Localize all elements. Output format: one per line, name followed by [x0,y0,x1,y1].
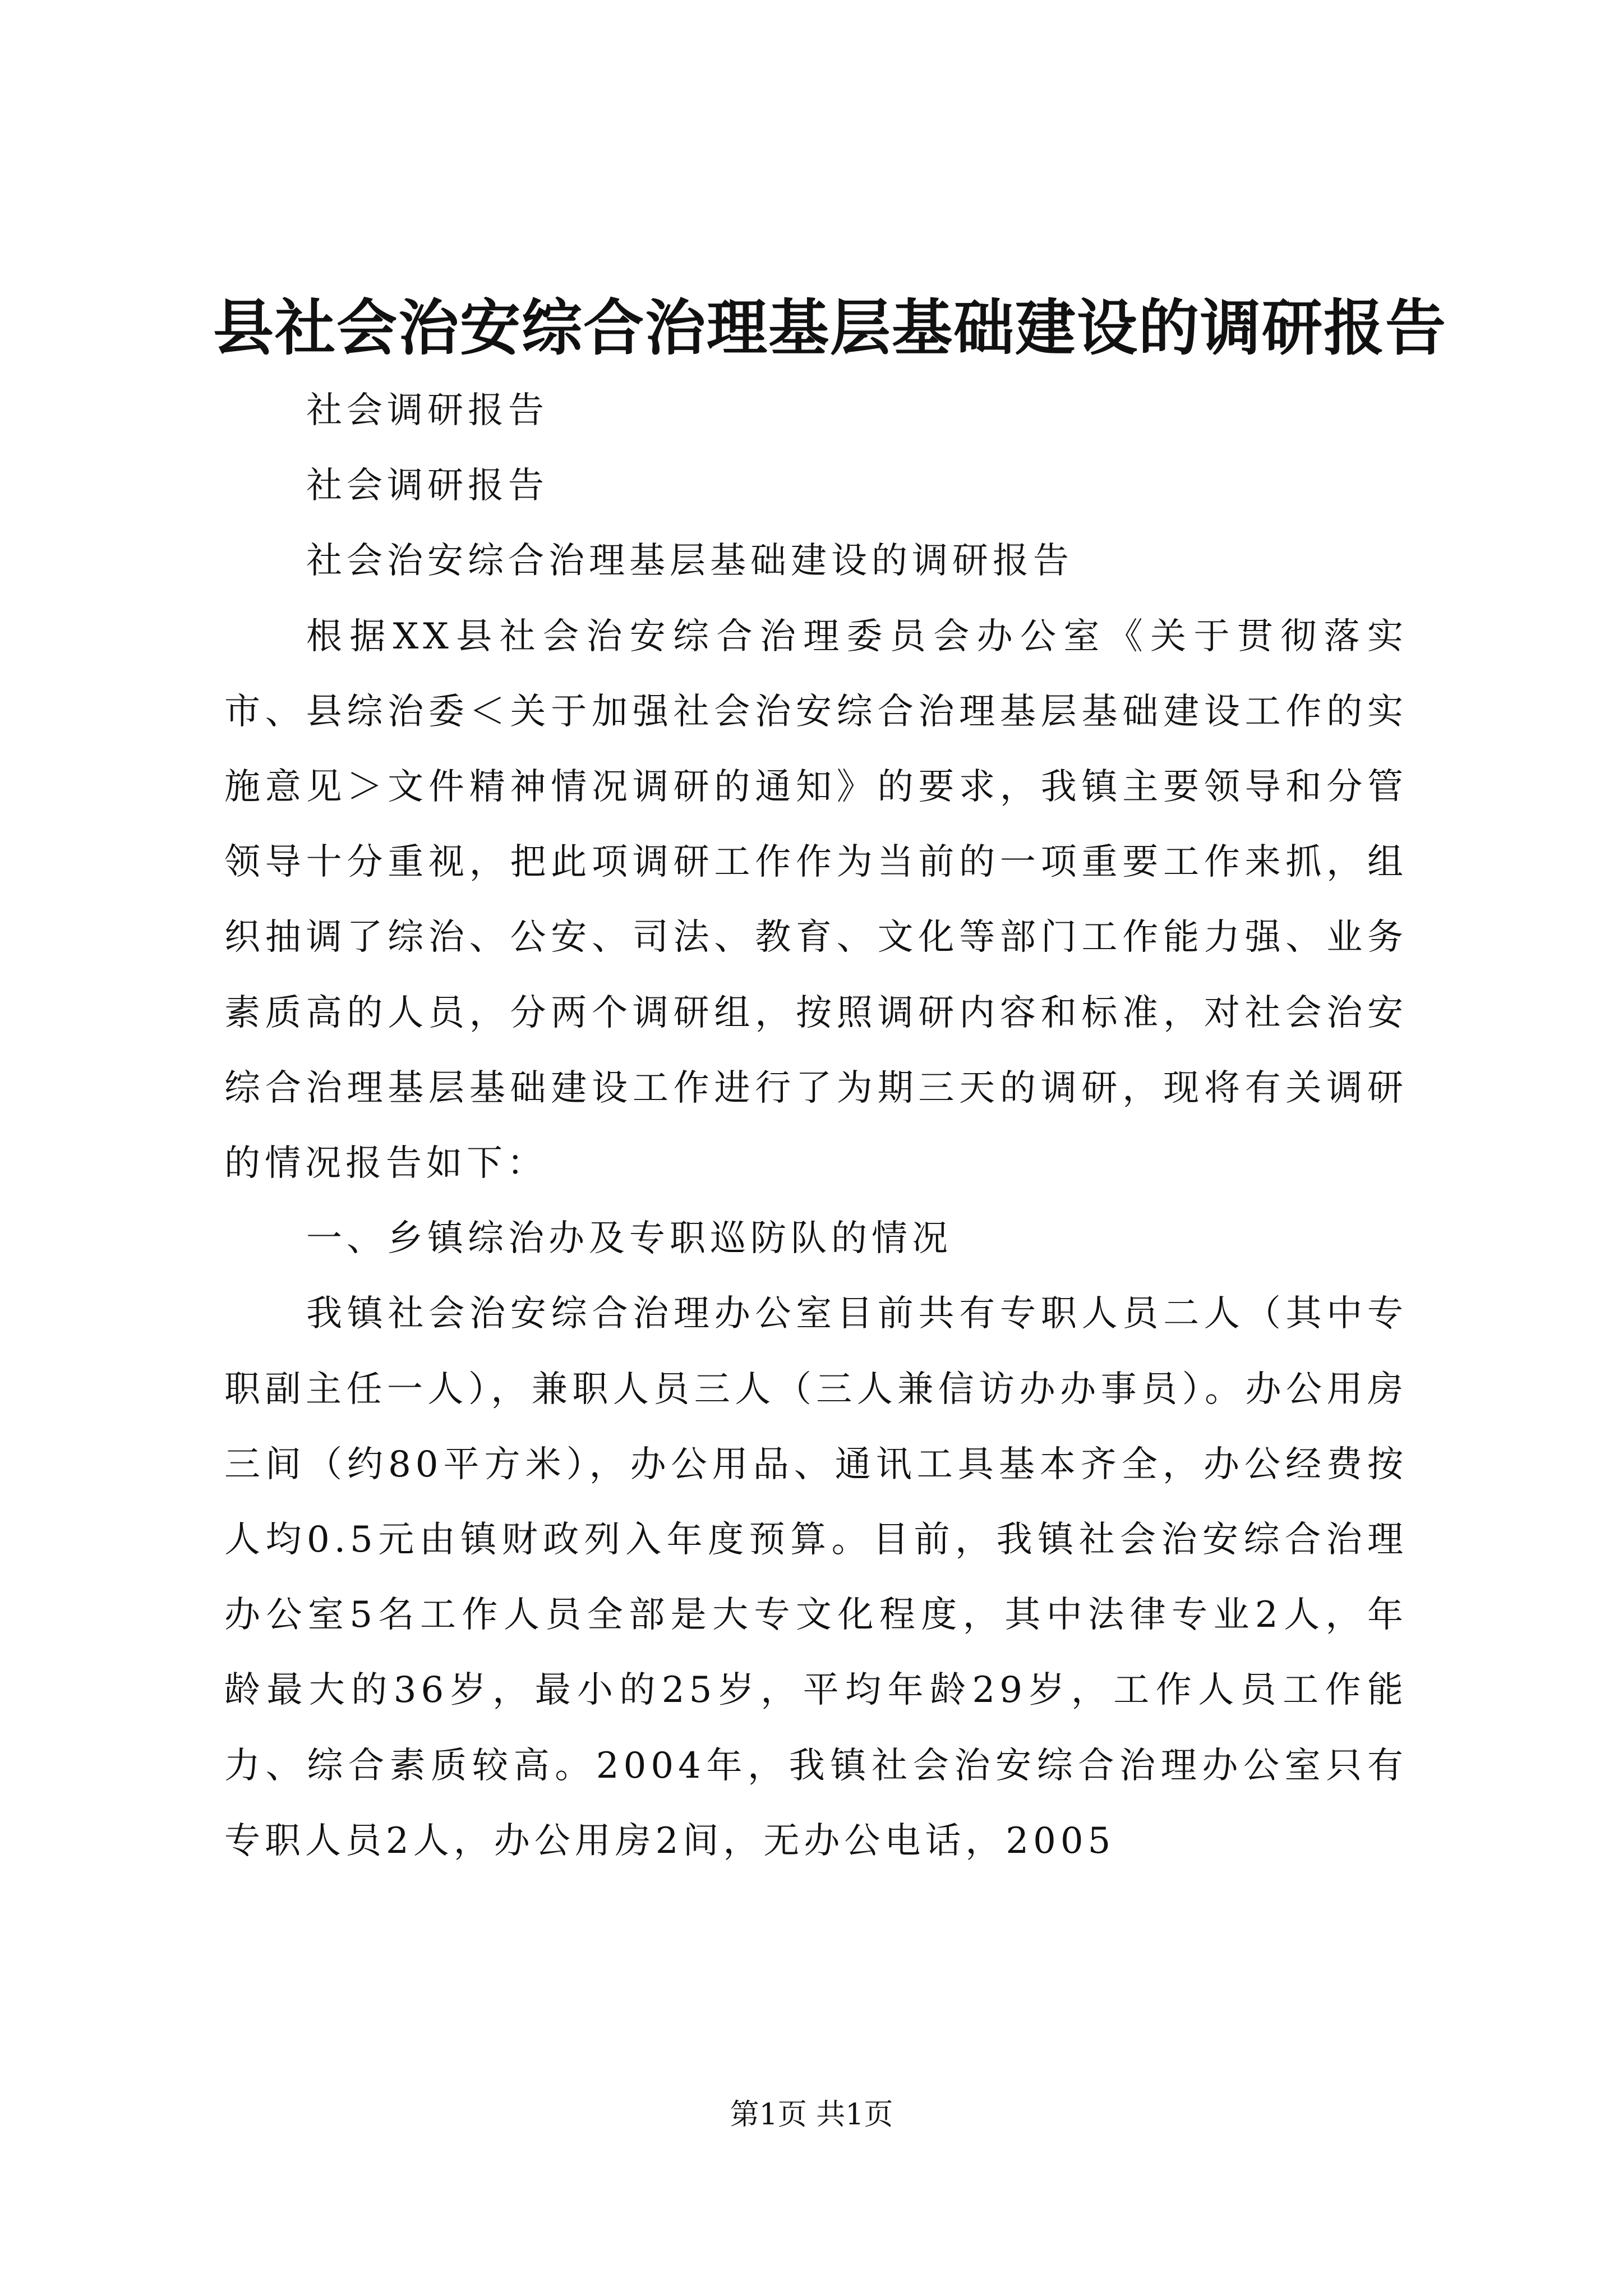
page-number-total: 共1页 [816,2098,893,2132]
subtitle-line-2: 社会调研报告 [306,465,548,507]
page-number-current: 第1页 [730,2098,807,2132]
subtitle-line-3: 社会治安综合治理基层基础建设的调研报告 [306,540,1073,582]
body-paragraph-intro: 根据XX县社会治安综合治理委员会办公室《关于贯彻落实市、县综治委＜关于加强社会治安综合治理基层基础建设工作的实施意见＞文件精神情况调研的通知》的要求，我镇主要领导和分管领导十分重视，把此项调研工作作为当前的一项重要工作来抓，组织抽调了综治、公安、司法、教育、文化等部门工作能力强、业务素质高的人员，分两个调研组，按照调研内容和标准，对社会治安综合治理基层基础建设工作进行了为期三天的调研，现将有关调研的情况报告如下： [224,615,1408,1185]
document-body [224,373,1408,1879]
section-heading-1: 一、乡镇综治办及专职巡防队的情况 [306,1218,952,1260]
footer-spacer [807,2098,817,2132]
body-paragraph-section-1: 我镇社会治安综合治理办公室目前共有专职人员二人（其中专职副主任一人），兼职人员三人（三人兼信访办办事员）。办公用房三间（约80平方米），办公用品、通讯工具基本齐全，办公经费按人均0.5元由镇财政列入年度预算。目前，我镇社会治安综合治理办公室5名工作人员全部是大专文化程度，其中法律专业2人，年龄最大的36岁，最小的25岁，平均年龄29岁，工作人员工作能力、综合素质较高。2004年，我镇社会治安综合治理办公室只有专职人员2人，办公用房2间，无办公电话，2005 [224,1293,1408,1862]
subtitle-line-1: 社会调研报告 [306,390,548,431]
document-title: 县社会治安综合治理基层基础建设的调研报告 [213,293,1447,364]
page-footer [0,2092,1623,2137]
